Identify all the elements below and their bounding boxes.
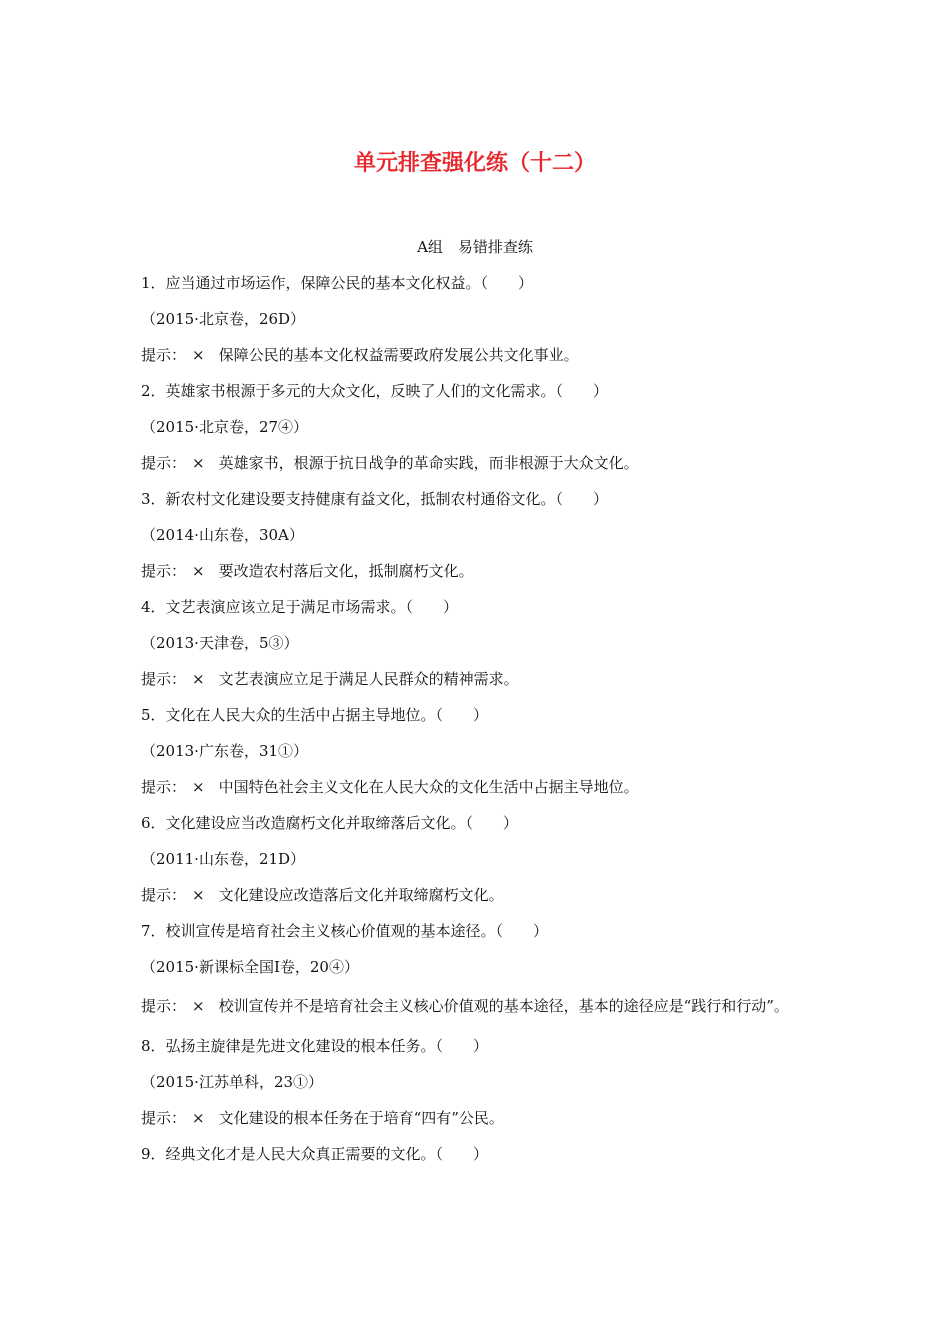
wrong-mark: × [192, 778, 205, 796]
hint-text-5: 中国特色社会主义文化在人民大众的文化生活中占据主导地位。 [218, 778, 639, 796]
wrong-mark: × [192, 997, 205, 1015]
question-1: 1．应当通过市场运作，保障公民的基本文化权益。（ ） [141, 274, 534, 292]
wrong-mark: × [192, 886, 205, 904]
question-6: 6．文化建设应当改造腐朽文化并取缔落后文化。（ ） [141, 814, 519, 832]
page-title: 单元排查强化练（十二） [353, 151, 596, 176]
question-9: 9．经典文化才是人民大众真正需要的文化。（ ） [141, 1145, 489, 1163]
wrong-mark: × [192, 454, 205, 472]
source-4: （2013·天津卷，5③） [141, 634, 299, 652]
hint-4 [141, 661, 821, 697]
hint-1 [141, 337, 821, 373]
hint-label: 提示： [141, 1109, 187, 1127]
hint-label: 提示： [141, 670, 187, 688]
hint-text-4: 文艺表演应立足于满足人民群众的精神需求。 [218, 670, 519, 688]
source-2: （2015·北京卷，27④） [141, 418, 309, 436]
hint-label: 提示： [141, 346, 187, 364]
question-8: 8．弘扬主旋律是先进文化建设的根本任务。（ ） [141, 1037, 489, 1055]
hint-3 [141, 553, 821, 589]
hint-2 [141, 445, 821, 481]
wrong-mark: × [192, 562, 205, 580]
hint-label: 提示： [141, 778, 187, 796]
source-3: （2014·山东卷，30A） [141, 526, 304, 544]
hint-label: 提示： [141, 997, 187, 1015]
source-7: （2015·新课标全国Ⅰ卷，20④） [141, 958, 359, 976]
hint-label: 提示： [141, 454, 187, 472]
source-6: （2011·山东卷，21D） [141, 850, 306, 868]
hint-text-6: 文化建设应改造落后文化并取缔腐朽文化。 [218, 886, 504, 904]
wrong-mark: × [192, 670, 205, 688]
hint-label: 提示： [141, 562, 187, 580]
hint-text-2: 英雄家书，根源于抗日战争的革命实践，而非根源于大众文化。 [218, 454, 639, 472]
hint-7 [141, 985, 821, 1028]
hint-8 [141, 1100, 821, 1136]
source-5: （2013·广东卷，31①） [141, 742, 309, 760]
question-3: 3．新农村文化建设要支持健康有益文化，抵制农村通俗文化。（ ） [141, 490, 609, 508]
hint-text-3: 要改造农村落后文化，抵制腐朽文化。 [218, 562, 474, 580]
source-1: （2015·北京卷，26D） [141, 310, 306, 328]
hint-5 [141, 769, 821, 805]
question-4: 4．文艺表演应该立足于满足市场需求。（ ） [141, 598, 459, 616]
source-8: （2015·江苏单科，23①） [141, 1073, 324, 1091]
question-2: 2．英雄家书根源于多元的大众文化，反映了人们的文化需求。（ ） [141, 382, 609, 400]
hint-text-1: 保障公民的基本文化权益需要政府发展公共文化事业。 [218, 346, 579, 364]
hint-6 [141, 877, 821, 913]
hint-text-8: 文化建设的根本任务在于培育“四有”公民。 [218, 1109, 504, 1127]
wrong-mark: × [192, 1109, 205, 1127]
question-5: 5．文化在人民大众的生活中占据主导地位。（ ） [141, 706, 489, 724]
section-heading: A组 易错排查练 [417, 238, 533, 256]
hint-label: 提示： [141, 886, 187, 904]
wrong-mark: × [192, 346, 205, 364]
question-7: 7．校训宣传是培育社会主义核心价值观的基本途径。（ ） [141, 922, 549, 940]
question-list [141, 265, 821, 1172]
hint-text-7: 校训宣传并不是培育社会主义核心价值观的基本途径，基本的途径应是“践行和行动”。 [218, 997, 789, 1015]
